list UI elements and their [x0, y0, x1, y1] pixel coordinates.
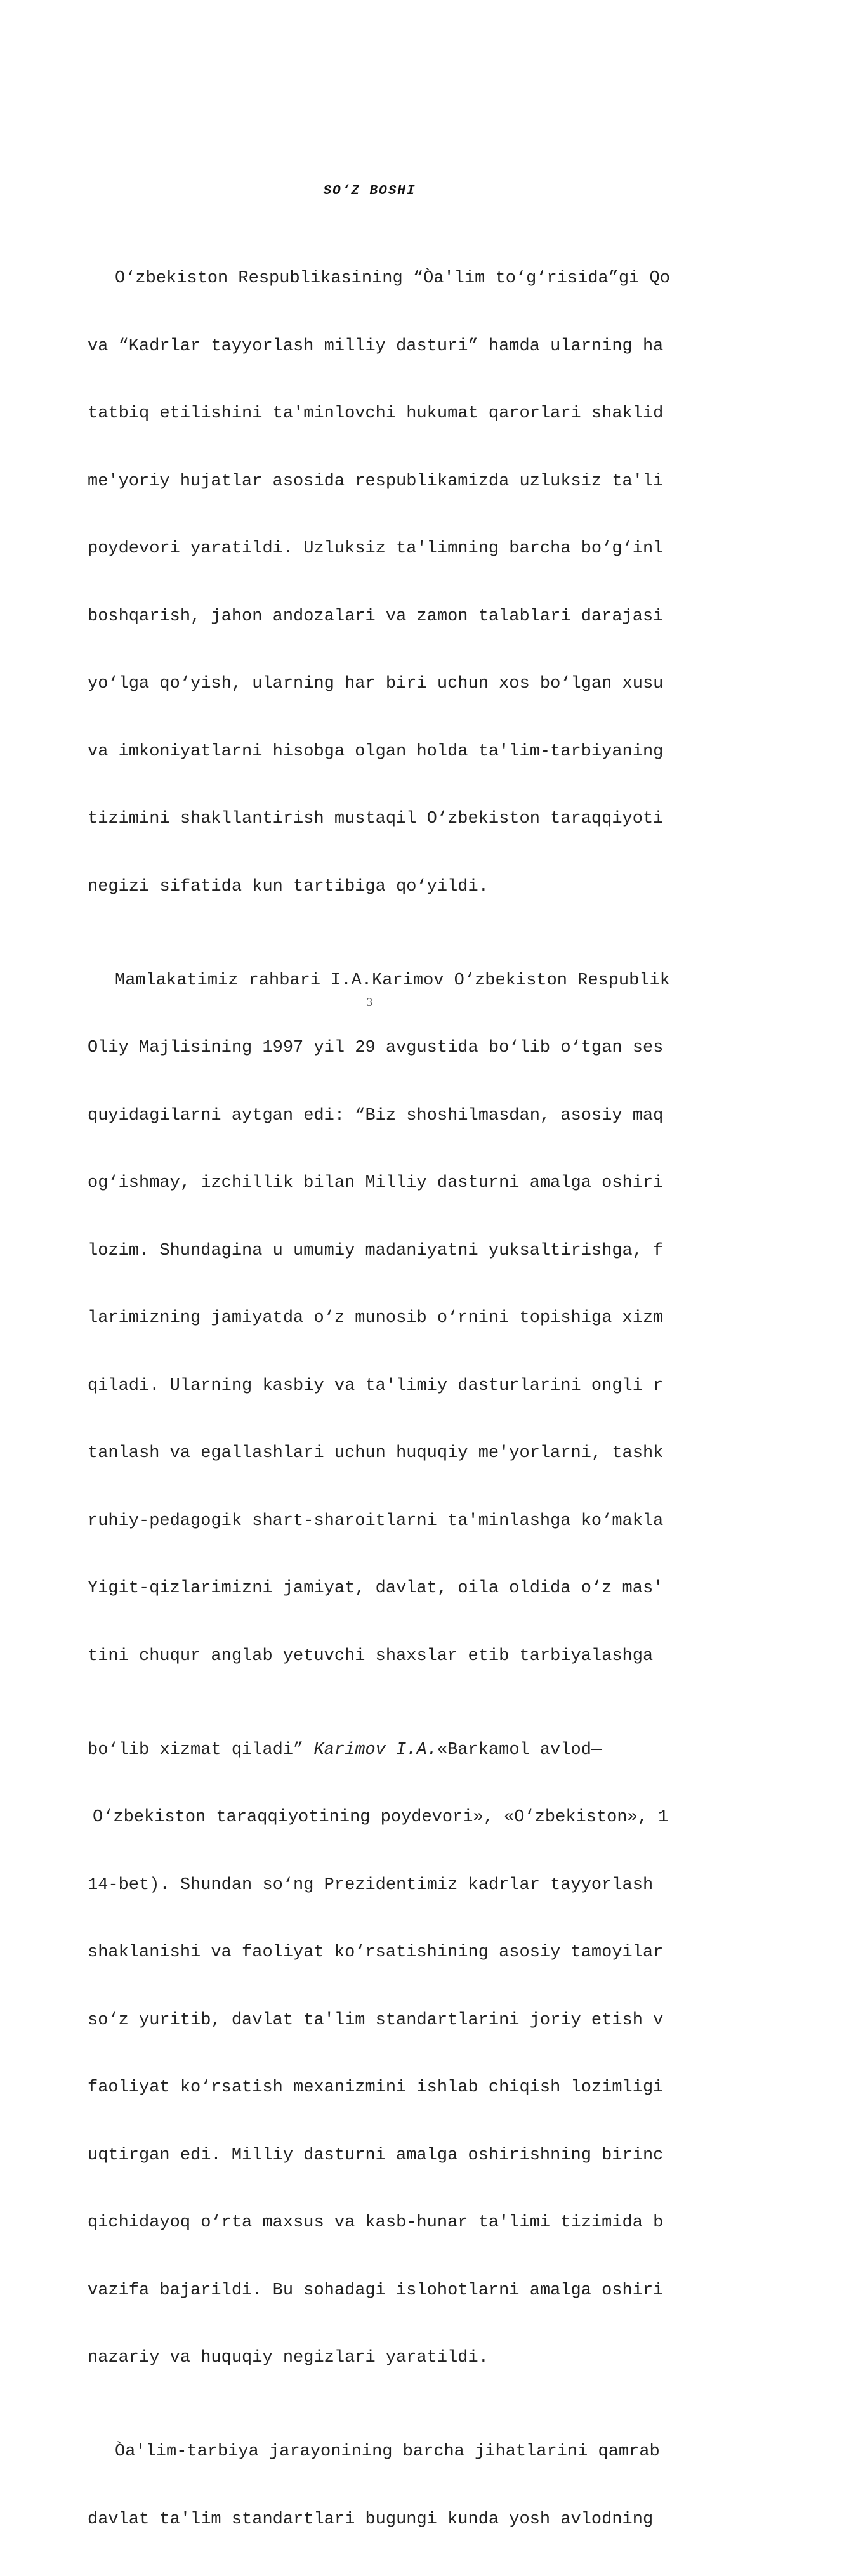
text-line: shaklanishi va faoliyat ko‘rsatishining asosiy tamoyilar [88, 1943, 664, 1962]
text-line: larimizning jamiyatda o‘z munosib o‘rnini topishiga xizm [88, 1309, 664, 1328]
text-line: lozim. Shundagina u umumiy madaniyatni yuksaltirishga, f [88, 1241, 664, 1260]
text-line: tatbiq etilishini ta'minlovchi hukumat qarorlari shaklid [88, 404, 664, 423]
text-line: nazariy va huquqiy negizlari yaratildi. [88, 2348, 489, 2367]
text-line: vazifa bajarildi. Bu sohadagi islohotlarni amalga oshiri [88, 2280, 664, 2300]
text-line: Òa'lim-tarbiya jarayonining barcha jihatlarini qamrab [115, 2442, 660, 2461]
text-line: ruhiy-pedagogik shart-sharoitlarni ta'minlashga ko‘makla [88, 1511, 664, 1531]
text-line: me'yoriy hujatlar asosida respublikamizda uzluksiz ta'li [88, 471, 664, 491]
page-heading: SO‘Z BOSHI [323, 184, 416, 199]
text-line: O‘zbekiston Respublikasining “Òa'lim to‘g‘risida”gi Qo [115, 269, 670, 288]
text-line: so‘z yuritib, davlat ta'lim standartlarini joriy etish v [88, 2010, 664, 2030]
text-line: tanlash va egallashlari uchun huquqiy me'yorlarni, tashk [88, 1444, 664, 1463]
text-line: negizi sifatida kun tartibiga qo‘yildi. [88, 877, 489, 896]
text-line: yo‘lga qo‘yish, ularning har biri uchun xos bo‘lgan xusu [88, 674, 664, 693]
text-line: tizimini shakllantirish mustaqil O‘zbekiston taraqqiyoti [88, 809, 664, 828]
text-line: Yigit-qizlarimizni jamiyat, davlat, oila oldida o‘z mas' [88, 1579, 664, 1598]
text-line: va “Kadrlar tayyorlash milliy dasturi” hamda ularning ha [88, 336, 664, 356]
citation-title: «Barkamol avlod— [437, 1740, 602, 1760]
text-line: uqtirgan edi. Milliy dasturni amalga oshirishning birinc [88, 2145, 664, 2165]
text-line: faoliyat ko‘rsatish mexanizmini ishlab chiqish lozimligi [88, 2078, 664, 2097]
text-line: davlat ta'lim standartlari bugungi kunda yosh avlodning [88, 2509, 654, 2529]
text-line [88, 1739, 849, 1762]
citation-author: Karimov I.A. [313, 1740, 437, 1760]
text-line: boshqarish, jahon andozalari va zamon talablari darajasi [88, 606, 664, 626]
body-text [88, 223, 849, 2576]
text-line: O‘zbekiston taraqqiyotining poydevori», «O‘zbekiston», 1 [93, 1808, 669, 1827]
text-line: tini chuqur anglab yetuvchi shaxslar etib tarbiyalashga [88, 1646, 654, 1666]
text-line: Mamlakatimiz rahbari I.A.Karimov O‘zbekiston Respublik [115, 971, 670, 990]
quote-end-text: bo‘lib xizmat qiladi” [88, 1740, 314, 1760]
text-line: 14-bet). Shundan so‘ng Prezidentimiz kadrlar tayyorlash [88, 1875, 654, 1895]
text-line: qiladi. Ularning kasbiy va ta'limiy dasturlarini ongli r [88, 1376, 664, 1396]
page-number: 3 [366, 996, 373, 1009]
text-line: og‘ishmay, izchillik bilan Milliy dasturni amalga oshiri [88, 1174, 664, 1193]
text-line: poydevori yaratildi. Uzluksiz ta'limning barcha bo‘g‘inl [88, 539, 664, 558]
text-line: quyidagilarni aytgan edi: “Biz shoshilmasdan, asosiy maq [88, 1106, 664, 1125]
text-line: va imkoniyatlarni hisobga olgan holda ta'lim-tarbiyaning [88, 742, 664, 761]
text-line: Oliy Majlisining 1997 yil 29 avgustida bo‘lib o‘tgan ses [88, 1038, 664, 1057]
text-line: qichidayoq o‘rta maxsus va kasb-hunar ta'limi tizimida b [88, 2213, 664, 2232]
